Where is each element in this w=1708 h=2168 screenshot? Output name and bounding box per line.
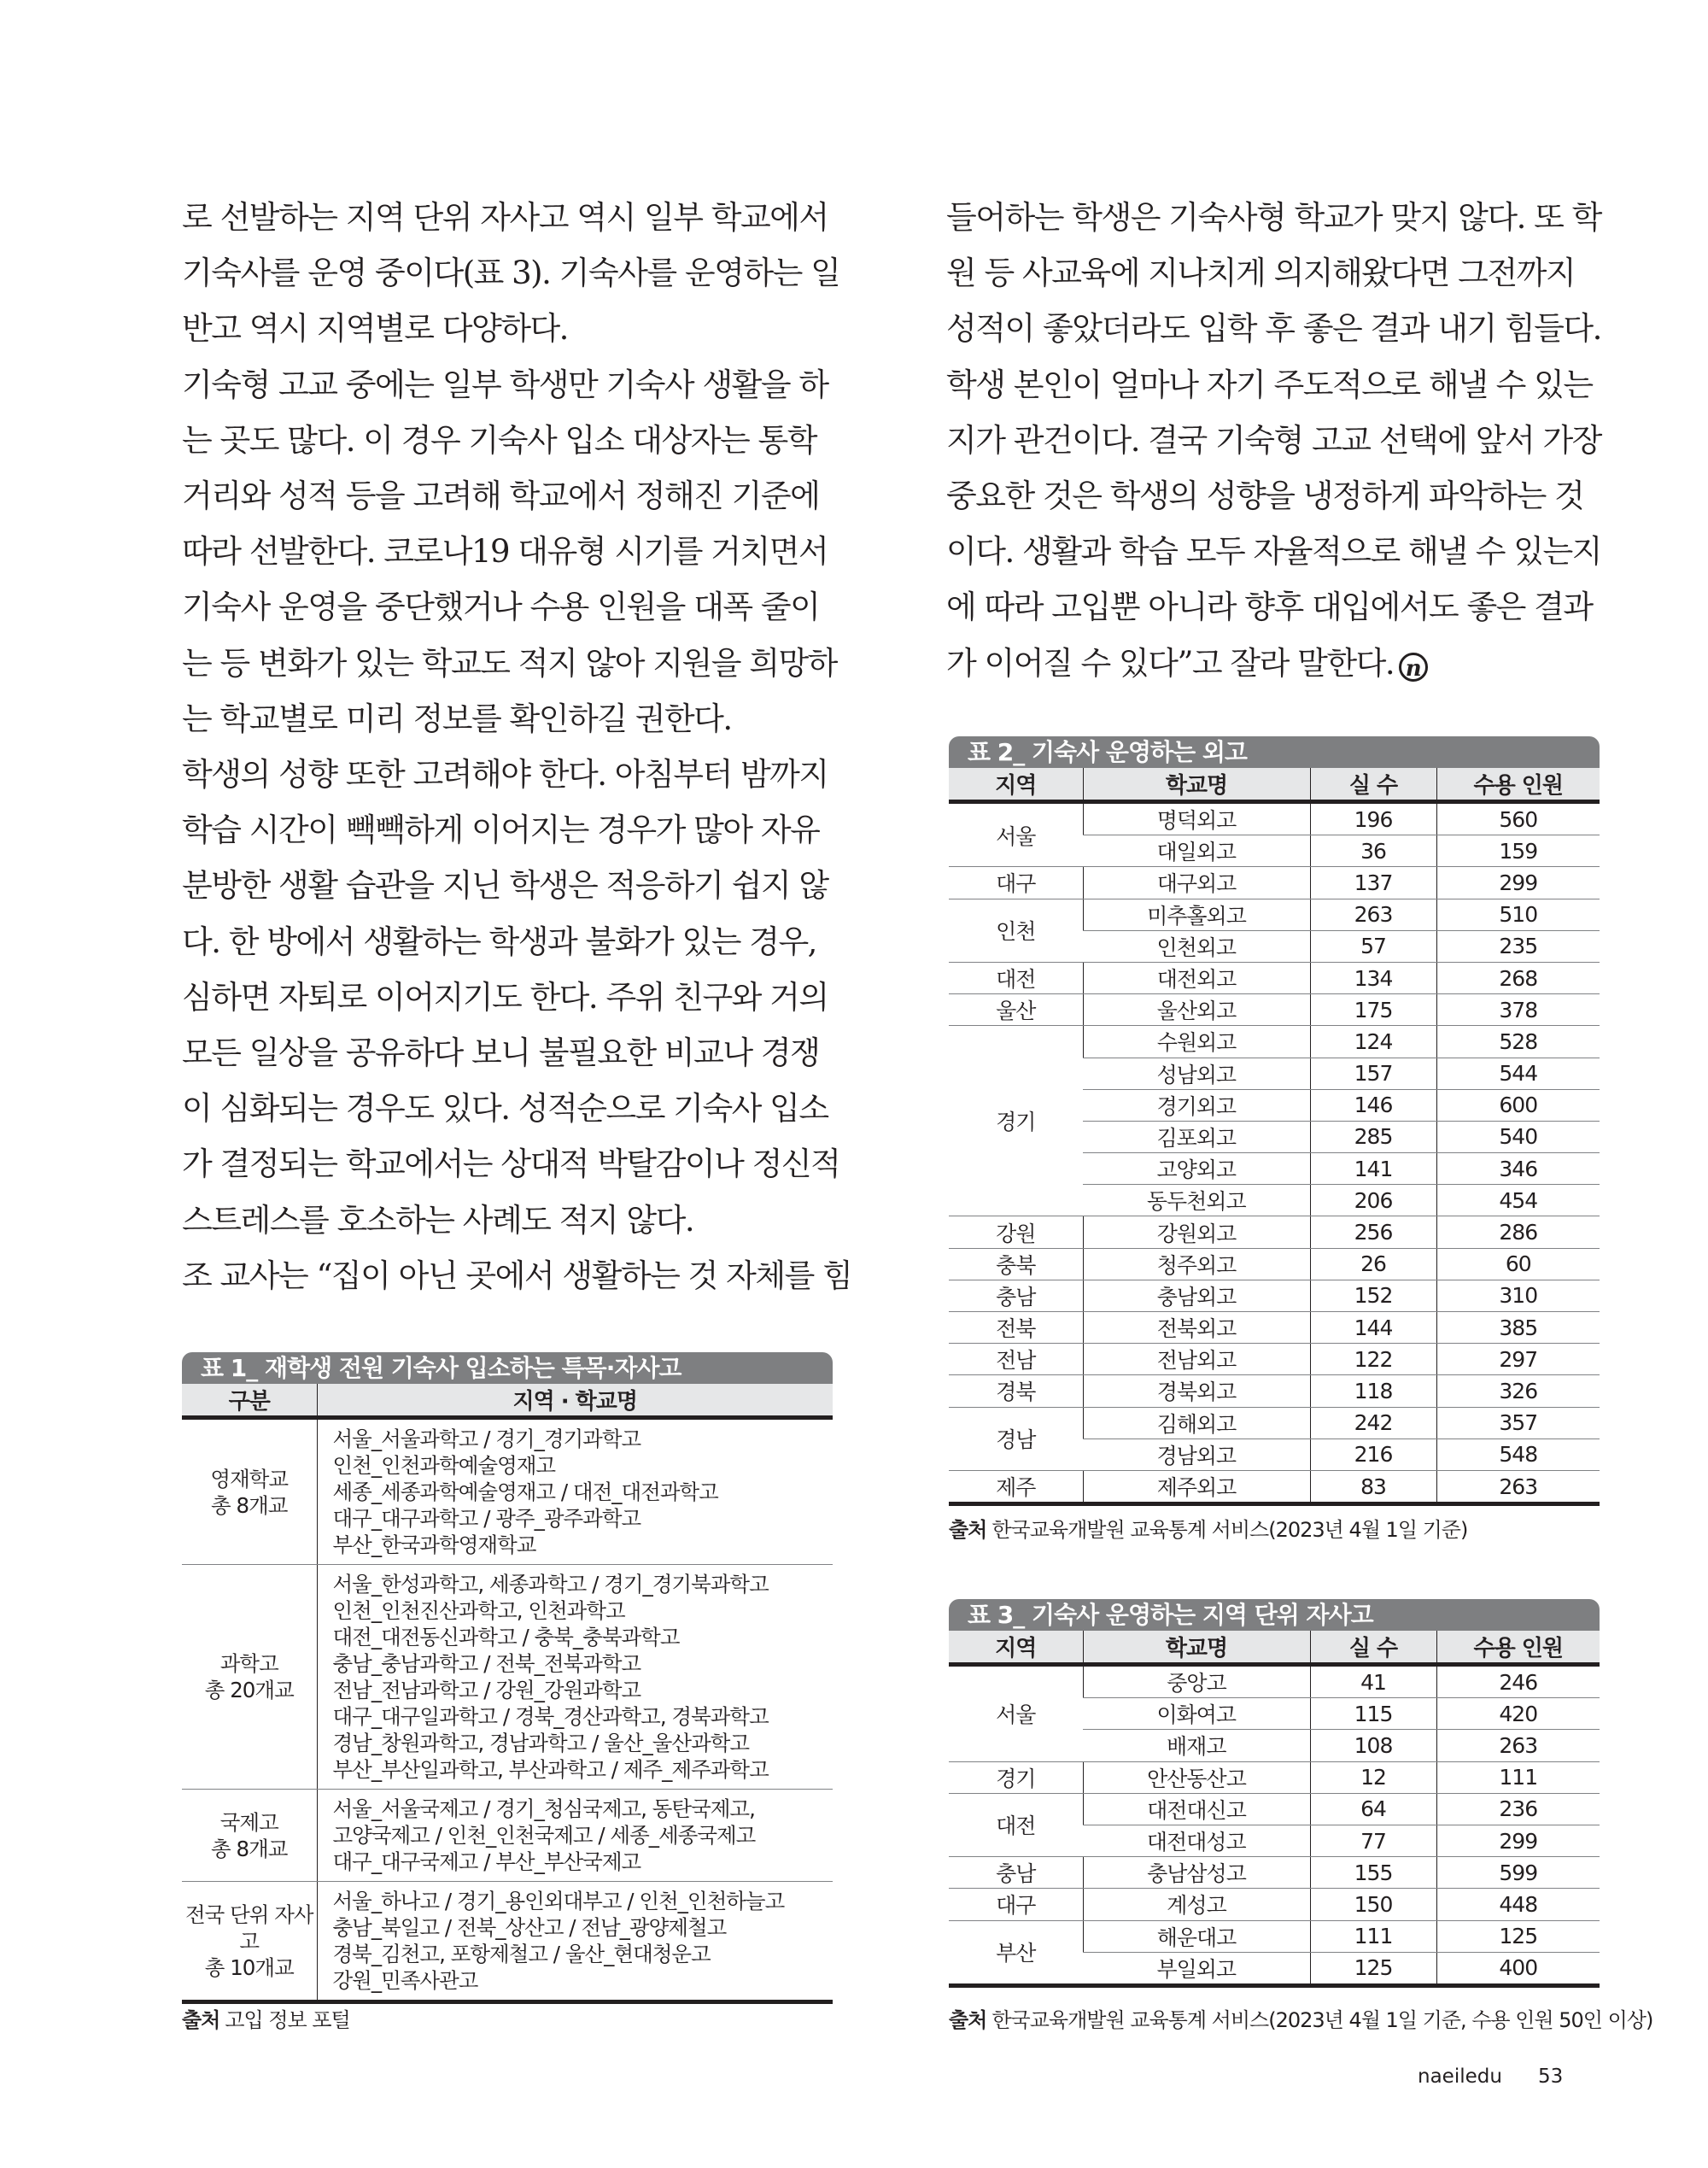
body-line-text: 가 이어질 수 있다”고 잘라 말한다. xyxy=(946,644,1395,682)
table-1-source xyxy=(182,2003,350,2033)
school-name-cell: 명덕외고 xyxy=(1083,802,1310,835)
school-name-cell: 대구외고 xyxy=(1083,867,1310,899)
body-line: 로 선발하는 지역 단위 자사고 역시 일부 학교에서 xyxy=(182,199,828,236)
school-name-cell: 충남외고 xyxy=(1083,1280,1310,1311)
room-count-cell: 64 xyxy=(1310,1793,1436,1825)
body-line: 학생의 성향 또한 고려해야 한다. 아침부터 밤까지 xyxy=(182,756,828,794)
capacity-cell: 299 xyxy=(1436,867,1600,899)
school-line: 고양국제고 / 인천_인천국제고 / 세종_세종국제고 xyxy=(332,1823,756,1848)
school-name-cell: 제주외고 xyxy=(1083,1470,1310,1503)
region-cell: 경남 xyxy=(949,1407,1083,1470)
school-line: 경남_창원과학고, 경남과학고 / 울산_울산과학고 xyxy=(332,1731,750,1755)
room-count-cell: 115 xyxy=(1310,1698,1436,1730)
school-name-cell: 경남외고 xyxy=(1083,1438,1310,1470)
region-cell: 대구 xyxy=(949,1889,1083,1920)
capacity-cell: 159 xyxy=(1436,835,1600,867)
capacity-cell: 600 xyxy=(1436,1089,1600,1121)
body-line: 스트레스를 호소하는 사례도 적지 않다. xyxy=(182,1201,694,1239)
capacity-cell: 236 xyxy=(1436,1793,1600,1825)
school-name-cell: 경기외고 xyxy=(1083,1089,1310,1121)
school-line: 경북_김천고, 포항제철고 / 울산_현대청운고 xyxy=(332,1942,711,1966)
region-cell: 충남 xyxy=(949,1280,1083,1311)
category-cell xyxy=(182,1565,317,1790)
body-line xyxy=(946,636,1604,691)
capacity-cell: 599 xyxy=(1436,1857,1600,1889)
room-count-cell: 83 xyxy=(1310,1470,1436,1503)
room-count-cell: 175 xyxy=(1310,994,1436,1026)
capacity-cell: 400 xyxy=(1436,1952,1600,1985)
room-count-cell: 12 xyxy=(1310,1761,1436,1793)
capacity-cell: 420 xyxy=(1436,1698,1600,1730)
table-2-foreign-language-high-schools xyxy=(949,736,1600,1506)
body-line: 는 곳도 많다. 이 경우 기숙사 입소 대상자는 통학 xyxy=(182,421,816,459)
table-header-row xyxy=(949,768,1600,802)
body-line: 가 결정되는 학교에서는 상대적 박탈감이나 정신적 xyxy=(182,1146,840,1183)
school-line: 전남_전남과학고 / 강원_강원과학고 xyxy=(332,1678,641,1702)
school-name-cell: 전북외고 xyxy=(1083,1312,1310,1344)
table-title: 표 3_ 기숙사 운영하는 지역 단위 자사고 xyxy=(949,1599,1600,1631)
room-count-cell: 146 xyxy=(1310,1089,1436,1121)
body-line: 원 등 사교육에 지나치게 의지해왔다면 그전까지 xyxy=(946,255,1576,292)
column-header: 구분 xyxy=(182,1384,317,1418)
table-header-row xyxy=(949,1631,1600,1665)
region-cell: 전북 xyxy=(949,1312,1083,1344)
school-line: 부산_한국과학영재학교 xyxy=(332,1532,536,1557)
table-row xyxy=(949,1344,1600,1375)
school-name-cell: 해운대고 xyxy=(1083,1920,1310,1952)
capacity-cell: 378 xyxy=(1436,994,1600,1026)
body-line: 에 따라 고입뿐 아니라 향후 대입에서도 좋은 결과 xyxy=(946,589,1593,626)
capacity-cell: 297 xyxy=(1436,1344,1600,1375)
school-name-cell: 대전외고 xyxy=(1083,962,1310,993)
table-row xyxy=(949,867,1600,899)
body-line: 기숙사를 운영 중이다(표 3). 기숙사를 운영하는 일 xyxy=(182,255,840,292)
body-line: 심하면 자퇴로 이어지기도 한다. 주위 친구와 거의 xyxy=(182,978,828,1016)
school-name-cell: 미추홀외고 xyxy=(1083,899,1310,930)
room-count-cell: 26 xyxy=(1310,1248,1436,1280)
body-line: 기숙형 고교 중에는 일부 학생만 기숙사 생활을 하 xyxy=(182,366,828,403)
room-count-cell: 118 xyxy=(1310,1375,1436,1407)
table-row xyxy=(182,1882,833,2002)
source-label: 출처 xyxy=(949,2008,987,2032)
body-line: 분방한 생활 습관을 지닌 학생은 적응하기 쉽지 않 xyxy=(182,867,828,905)
source-text: 고입 정보 포털 xyxy=(225,2008,350,2032)
school-name-cell: 전남외고 xyxy=(1083,1344,1310,1375)
region-cell: 충북 xyxy=(949,1248,1083,1280)
category-cell xyxy=(182,1418,317,1565)
region-cell: 대구 xyxy=(949,867,1083,899)
room-count-cell: 155 xyxy=(1310,1857,1436,1889)
school-name-cell: 대일외고 xyxy=(1083,835,1310,867)
school-line: 대전_대전동신과학고 / 충북_충북과학고 xyxy=(332,1625,680,1649)
school-name-cell: 성남외고 xyxy=(1083,1058,1310,1089)
region-cell: 대전 xyxy=(949,962,1083,993)
body-line: 중요한 것은 학생의 성향을 냉정하게 파악하는 것 xyxy=(946,478,1584,515)
body-line: 다. 한 방에서 생활하는 학생과 불화가 있는 경우, xyxy=(182,923,816,960)
region-cell: 강원 xyxy=(949,1216,1083,1248)
school-name-cell: 경북외고 xyxy=(1083,1375,1310,1407)
schools-cell xyxy=(317,1882,833,2002)
room-count-cell: 111 xyxy=(1310,1920,1436,1952)
region-cell: 대전 xyxy=(949,1793,1083,1856)
school-line: 서울_하나고 / 경기_용인외대부고 / 인천_인천하늘고 xyxy=(332,1889,785,1913)
capacity-cell: 544 xyxy=(1436,1058,1600,1089)
column-header: 지역 · 학교명 xyxy=(317,1384,833,1418)
room-count-cell: 57 xyxy=(1310,930,1436,962)
article-body-left xyxy=(182,190,852,1304)
school-line: 대구_대구국제고 / 부산_부산국제고 xyxy=(332,1849,641,1874)
category-count: 총 10개교 xyxy=(204,1954,294,1980)
table-row xyxy=(949,1280,1600,1311)
room-count-cell: 36 xyxy=(1310,835,1436,867)
category-name: 영재학교 xyxy=(210,1466,289,1491)
school-line: 대구_대구일과학고 / 경북_경산과학고, 경북과학고 xyxy=(332,1704,769,1729)
table-row xyxy=(949,1889,1600,1920)
body-line: 는 학교별로 미리 정보를 확인하길 권한다. xyxy=(182,700,732,737)
capacity-cell: 357 xyxy=(1436,1407,1600,1438)
capacity-cell: 448 xyxy=(1436,1889,1600,1920)
category-name: 국제고 xyxy=(219,1809,278,1835)
capacity-cell: 125 xyxy=(1436,1920,1600,1952)
room-count-cell: 141 xyxy=(1310,1153,1436,1185)
region-cell: 부산 xyxy=(949,1920,1083,1985)
category-count: 총 8개교 xyxy=(211,1836,288,1861)
school-name-cell: 충남삼성고 xyxy=(1083,1857,1310,1889)
table-body xyxy=(949,802,1600,1504)
capacity-cell: 246 xyxy=(1436,1665,1600,1698)
room-count-cell: 124 xyxy=(1310,1026,1436,1058)
table-title: 표 2_ 기숙사 운영하는 외고 xyxy=(949,736,1600,768)
capacity-cell: 540 xyxy=(1436,1121,1600,1152)
school-name-cell: 고양외고 xyxy=(1083,1153,1310,1185)
school-name-cell: 울산외고 xyxy=(1083,994,1310,1026)
room-count-cell: 77 xyxy=(1310,1825,1436,1856)
room-count-cell: 263 xyxy=(1310,899,1436,930)
school-line: 서울_서울과학고 / 경기_경기과학고 xyxy=(332,1427,641,1451)
capacity-cell: 263 xyxy=(1436,1470,1600,1503)
table-row xyxy=(182,1418,833,1565)
column-header-school: 학교명 xyxy=(1083,768,1310,802)
table xyxy=(182,1384,833,2004)
room-count-cell: 122 xyxy=(1310,1344,1436,1375)
region-cell: 전남 xyxy=(949,1344,1083,1375)
school-name-cell: 동두천외고 xyxy=(1083,1185,1310,1216)
room-count-cell: 150 xyxy=(1310,1889,1436,1920)
school-name-cell: 수원외고 xyxy=(1083,1026,1310,1058)
region-cell: 경북 xyxy=(949,1375,1083,1407)
body-line: 지가 관건이다. 결국 기숙형 고교 선택에 앞서 가장 xyxy=(946,421,1601,459)
column-header-capacity: 수용 인원 xyxy=(1436,768,1600,802)
table-row xyxy=(949,1793,1600,1825)
schools-cell xyxy=(317,1790,833,1882)
capacity-cell: 60 xyxy=(1436,1248,1600,1280)
table-row xyxy=(949,994,1600,1026)
table-header-row xyxy=(182,1384,833,1418)
school-name-cell: 인천외고 xyxy=(1083,930,1310,962)
school-line: 대구_대구과학고 / 광주_광주과학고 xyxy=(332,1506,641,1531)
table-row xyxy=(949,1407,1600,1438)
table-row xyxy=(949,1026,1600,1058)
table-row xyxy=(949,1665,1600,1698)
school-name-cell: 안산동산고 xyxy=(1083,1761,1310,1793)
room-count-cell: 216 xyxy=(1310,1438,1436,1470)
category-name: 전국 단위 자사고 xyxy=(184,1901,313,1954)
school-name-cell: 김포외고 xyxy=(1083,1121,1310,1152)
category-count: 총 20개교 xyxy=(204,1678,294,1702)
school-line: 서울_서울국제고 / 경기_청심국제고, 동탄국제고, xyxy=(332,1796,755,1821)
article-end-mark-icon: n xyxy=(1399,653,1428,682)
table-row xyxy=(949,899,1600,930)
school-name-cell: 대전대신고 xyxy=(1083,1793,1310,1825)
school-line: 인천_인천진산과학고, 인천과학고 xyxy=(332,1598,625,1623)
table-row xyxy=(949,1857,1600,1889)
column-header-region: 지역 xyxy=(949,1631,1083,1665)
capacity-cell: 111 xyxy=(1436,1761,1600,1793)
school-line: 충남_북일고 / 전북_상산고 / 전남_광양제철고 xyxy=(332,1915,727,1940)
page-footer xyxy=(1418,2065,1563,2088)
capacity-cell: 454 xyxy=(1436,1185,1600,1216)
capacity-cell: 560 xyxy=(1436,802,1600,835)
table-row xyxy=(949,802,1600,835)
room-count-cell: 125 xyxy=(1310,1952,1436,1985)
table-row xyxy=(182,1790,833,1882)
table-row xyxy=(949,1470,1600,1503)
room-count-cell: 144 xyxy=(1310,1312,1436,1344)
capacity-cell: 235 xyxy=(1436,930,1600,962)
capacity-cell: 268 xyxy=(1436,962,1600,993)
region-cell: 제주 xyxy=(949,1470,1083,1503)
capacity-cell: 548 xyxy=(1436,1438,1600,1470)
body-line: 조 교사는 “집이 아닌 곳에서 생활하는 것 자체를 힘 xyxy=(182,1257,852,1294)
column-header-rooms: 실 수 xyxy=(1310,768,1436,802)
table-body xyxy=(949,1665,1600,1986)
source-label: 출처 xyxy=(182,2008,220,2032)
school-name-cell: 대전대성고 xyxy=(1083,1825,1310,1856)
school-name-cell: 부일외고 xyxy=(1083,1952,1310,1985)
room-count-cell: 134 xyxy=(1310,962,1436,993)
room-count-cell: 285 xyxy=(1310,1121,1436,1152)
table xyxy=(949,768,1600,1506)
column-header-capacity: 수용 인원 xyxy=(1436,1631,1600,1665)
school-name-cell: 배재고 xyxy=(1083,1730,1310,1761)
school-name-cell: 계성고 xyxy=(1083,1889,1310,1920)
region-cell: 경기 xyxy=(949,1761,1083,1793)
capacity-cell: 346 xyxy=(1436,1153,1600,1185)
capacity-cell: 528 xyxy=(1436,1026,1600,1058)
capacity-cell: 299 xyxy=(1436,1825,1600,1856)
source-label: 출처 xyxy=(949,1518,987,1542)
table-3-source xyxy=(949,2003,1652,2033)
room-count-cell: 108 xyxy=(1310,1730,1436,1761)
column-header-region: 지역 xyxy=(949,768,1083,802)
table-row xyxy=(949,1312,1600,1344)
body-line: 는 등 변화가 있는 학교도 적지 않아 지원을 희망하 xyxy=(182,644,837,682)
room-count-cell: 152 xyxy=(1310,1280,1436,1311)
region-cell: 충남 xyxy=(949,1857,1083,1889)
category-name: 과학고 xyxy=(219,1651,278,1676)
publication-name: naeiledu xyxy=(1418,2065,1502,2088)
body-line: 따라 선발한다. 코로나19 대유형 시기를 거치면서 xyxy=(182,533,828,571)
room-count-cell: 242 xyxy=(1310,1407,1436,1438)
school-line: 세종_세종과학예술영재고 / 대전_대전과학고 xyxy=(332,1480,718,1504)
table-row xyxy=(182,1565,833,1790)
schools-cell xyxy=(317,1418,833,1565)
school-line: 강원_민족사관고 xyxy=(332,1968,478,1993)
category-count: 총 8개교 xyxy=(211,1492,288,1518)
source-text: 한국교육개발원 교육통계 서비스(2023년 4월 1일 기준) xyxy=(991,1518,1468,1542)
capacity-cell: 326 xyxy=(1436,1375,1600,1407)
school-line: 서울_한성과학고, 세종과학고 / 경기_경기북과학고 xyxy=(332,1572,769,1597)
room-count-cell: 137 xyxy=(1310,867,1436,899)
body-line: 성적이 좋았더라도 입학 후 좋은 결과 내기 힘들다. xyxy=(946,310,1601,348)
body-line: 이다. 생활과 학습 모두 자율적으로 해낼 수 있는지 xyxy=(946,533,1601,571)
capacity-cell: 310 xyxy=(1436,1280,1600,1311)
school-name-cell: 강원외고 xyxy=(1083,1216,1310,1248)
table-2-source xyxy=(949,1513,1467,1543)
body-line: 기숙사 운영을 중단했거나 수용 인원을 대폭 줄이 xyxy=(182,589,820,626)
region-cell: 인천 xyxy=(949,899,1083,962)
table-row xyxy=(949,1216,1600,1248)
room-count-cell: 41 xyxy=(1310,1665,1436,1698)
body-line: 학습 시간이 빽빽하게 이어지는 경우가 많아 자유 xyxy=(182,812,820,849)
region-cell: 울산 xyxy=(949,994,1083,1026)
body-line: 학생 본인이 얼마나 자기 주도적으로 해낼 수 있는 xyxy=(946,366,1593,403)
school-name-cell: 중앙고 xyxy=(1083,1665,1310,1698)
table xyxy=(949,1631,1600,1988)
body-line: 들어하는 학생은 기숙사형 학교가 맞지 않다. 또 학 xyxy=(946,199,1601,236)
room-count-cell: 206 xyxy=(1310,1185,1436,1216)
table-row xyxy=(949,1248,1600,1280)
page-number: 53 xyxy=(1537,2065,1564,2088)
capacity-cell: 286 xyxy=(1436,1216,1600,1248)
body-line: 반고 역시 지역별로 다양하다. xyxy=(182,310,568,348)
region-cell: 서울 xyxy=(949,1665,1083,1762)
school-line: 인천_인천과학예술영재고 xyxy=(332,1453,556,1478)
table-row xyxy=(949,962,1600,993)
capacity-cell: 385 xyxy=(1436,1312,1600,1344)
table-row xyxy=(949,1920,1600,1952)
school-line: 충남_충남과학고 / 전북_전북과학고 xyxy=(332,1651,641,1676)
source-text: 한국교육개발원 교육통계 서비스(2023년 4월 1일 기준, 수용 인원 50인 이상) xyxy=(991,2008,1653,2032)
region-cell: 경기 xyxy=(949,1026,1083,1216)
column-header-rooms: 실 수 xyxy=(1310,1631,1436,1665)
room-count-cell: 196 xyxy=(1310,802,1436,835)
article-body-right xyxy=(946,190,1604,691)
room-count-cell: 256 xyxy=(1310,1216,1436,1248)
schools-cell xyxy=(317,1565,833,1790)
table-row xyxy=(949,1375,1600,1407)
category-cell xyxy=(182,1882,317,2002)
school-name-cell: 청주외고 xyxy=(1083,1248,1310,1280)
capacity-cell: 263 xyxy=(1436,1730,1600,1761)
school-name-cell: 이화여고 xyxy=(1083,1698,1310,1730)
body-line: 이 심화되는 경우도 있다. 성적순으로 기숙사 입소 xyxy=(182,1090,828,1128)
table-3-regional-private-high-schools xyxy=(949,1599,1600,1988)
region-cell: 서울 xyxy=(949,802,1083,867)
category-cell xyxy=(182,1790,317,1882)
column-header-school: 학교명 xyxy=(1083,1631,1310,1665)
table-row xyxy=(949,1761,1600,1793)
school-name-cell: 김해외고 xyxy=(1083,1407,1310,1438)
school-line: 부산_부산일과학고, 부산과학고 / 제주_제주과학고 xyxy=(332,1757,769,1782)
body-line: 거리와 성적 등을 고려해 학교에서 정해진 기준에 xyxy=(182,478,820,515)
table-1-dormitory-special-schools xyxy=(182,1352,833,2004)
body-line: 모든 일상을 공유하다 보니 불필요한 비교나 경쟁 xyxy=(182,1034,820,1072)
capacity-cell: 510 xyxy=(1436,899,1600,930)
room-count-cell: 157 xyxy=(1310,1058,1436,1089)
table-title: 표 1_ 재학생 전원 기숙사 입소하는 특목·자사고 xyxy=(182,1352,833,1384)
